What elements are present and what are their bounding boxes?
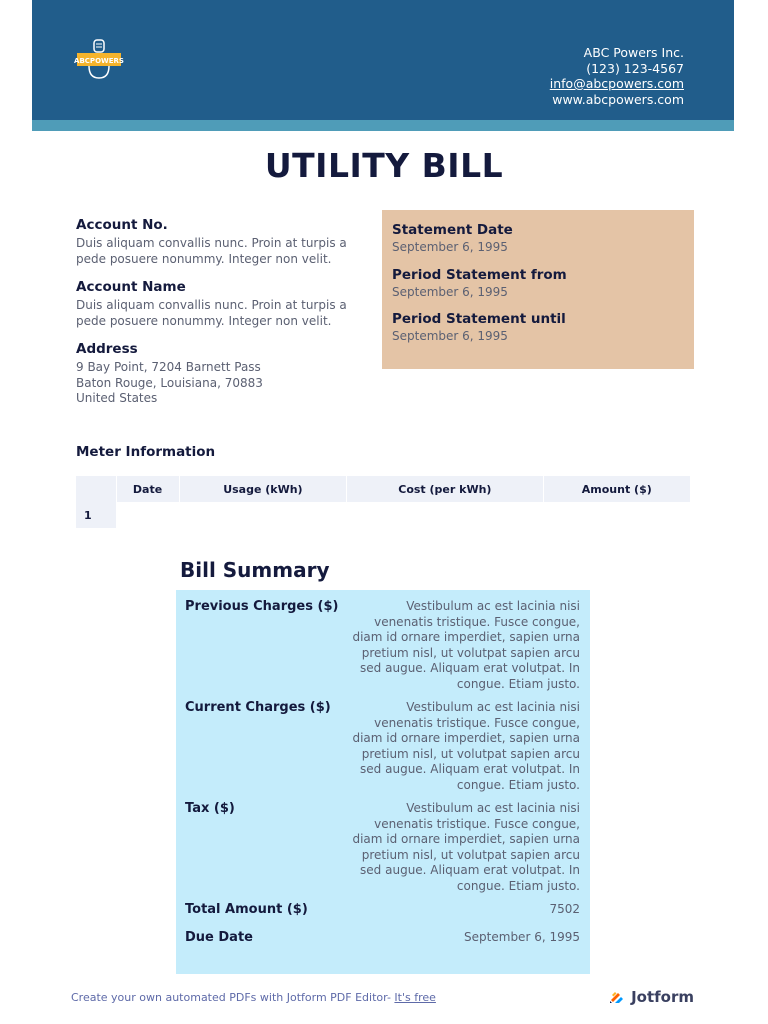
jotform-icon bbox=[609, 989, 625, 1005]
meter-header-date: Date bbox=[116, 476, 179, 502]
company-contact bbox=[550, 45, 684, 107]
due-date-label: Due Date bbox=[185, 930, 253, 945]
meter-information-title: Meter Information bbox=[76, 444, 216, 460]
meter-cell-amount bbox=[543, 502, 690, 528]
statement-box bbox=[382, 210, 694, 369]
address-label: Address bbox=[76, 341, 138, 357]
tax-label: Tax ($) bbox=[185, 801, 235, 816]
meter-row-index: 1 bbox=[76, 502, 116, 528]
account-number-label: Account No. bbox=[76, 217, 168, 233]
period-from-value: September 6, 1995 bbox=[392, 284, 508, 299]
statement-date-label: Statement Date bbox=[392, 222, 513, 238]
bill-summary-box bbox=[176, 590, 590, 974]
company-name: ABC Powers Inc. bbox=[583, 45, 684, 60]
jotform-brand-label: Jotform bbox=[631, 988, 694, 1006]
account-number-value: Duis aliquam convallis nunc. Proin at turpis a pede posuere nonummy. Integer non velit. bbox=[76, 236, 347, 266]
company-email-link[interactable]: info@abcpowers.com bbox=[549, 76, 684, 91]
meter-header-cost: Cost (per kWh) bbox=[347, 476, 543, 502]
previous-charges-label: Previous Charges ($) bbox=[185, 599, 339, 614]
bill-summary-title: Bill Summary bbox=[180, 558, 330, 582]
period-until-value: September 6, 1995 bbox=[392, 329, 508, 343]
total-amount-label: Total Amount ($) bbox=[185, 902, 308, 917]
account-name-value: Duis aliquam convallis nunc. Proin at turpis a pede posuere nonummy. Integer non velit. bbox=[76, 298, 347, 328]
meter-cell-cost bbox=[347, 502, 543, 528]
meter-table bbox=[76, 476, 690, 528]
tax-value: Vestibulum ac est lacinia nisi venenatis tristique. Fusce congue, diam id ornare imperdiet, sapien urna pretium nisl, ut volutpat sapien arcu sed augue. Aliquam erat volutpat. In congue. Etiam justo. bbox=[352, 801, 580, 893]
meter-cell-usage bbox=[179, 502, 347, 528]
account-name-label: Account Name bbox=[76, 279, 186, 295]
header-strip bbox=[32, 120, 734, 131]
period-from-label: Period Statement from bbox=[392, 266, 567, 283]
meter-index-header bbox=[76, 476, 116, 502]
meter-cell-date bbox=[116, 502, 179, 528]
previous-charges-value: Vestibulum ac est lacinia nisi venenatis tristique. Fusce congue, diam id ornare imperdiet, sapien urna pretium nisl, ut volutpat sapien arcu sed augue. Aliquam erat volutpat. In congue. Etiam justo. bbox=[352, 599, 580, 691]
footer-note-text: Create your own automated PDFs with Jotform PDF Editor- bbox=[71, 991, 391, 1004]
current-charges-label: Current Charges ($) bbox=[185, 700, 331, 715]
total-amount-value: 7502 bbox=[549, 902, 580, 916]
meter-header-amount: Amount ($) bbox=[543, 476, 690, 502]
period-until-label: Period Statement until bbox=[392, 311, 566, 327]
account-details bbox=[76, 217, 376, 419]
company-website: www.abcpowers.com bbox=[552, 91, 684, 107]
address-line-3: United States bbox=[76, 391, 158, 405]
address-line-2: Baton Rouge, Louisiana, 70883 bbox=[76, 375, 263, 390]
footer-note bbox=[71, 991, 436, 1004]
table-row bbox=[76, 502, 690, 528]
its-free-link[interactable]: It's free bbox=[394, 991, 436, 1004]
logo-text: ABCPOWERS bbox=[74, 57, 124, 65]
company-phone: (123) 123-4567 bbox=[586, 60, 684, 76]
due-date-value: September 6, 1995 bbox=[464, 930, 580, 944]
address-line-1: 9 Bay Point, 7204 Barnett Pass bbox=[76, 360, 261, 374]
jotform-brand[interactable] bbox=[609, 988, 694, 1006]
page-title: UTILITY BILL bbox=[264, 146, 504, 185]
meter-header-usage: Usage (kWh) bbox=[179, 476, 347, 502]
current-charges-value: Vestibulum ac est lacinia nisi venenatis tristique. Fusce congue, diam id ornare imperdiet, sapien urna pretium nisl, ut volutpat sapien arcu sed augue. Aliquam erat volutpat. In congue. Etiam justo. bbox=[352, 700, 580, 792]
company-logo bbox=[74, 38, 124, 82]
statement-date-value: September 6, 1995 bbox=[392, 240, 508, 254]
